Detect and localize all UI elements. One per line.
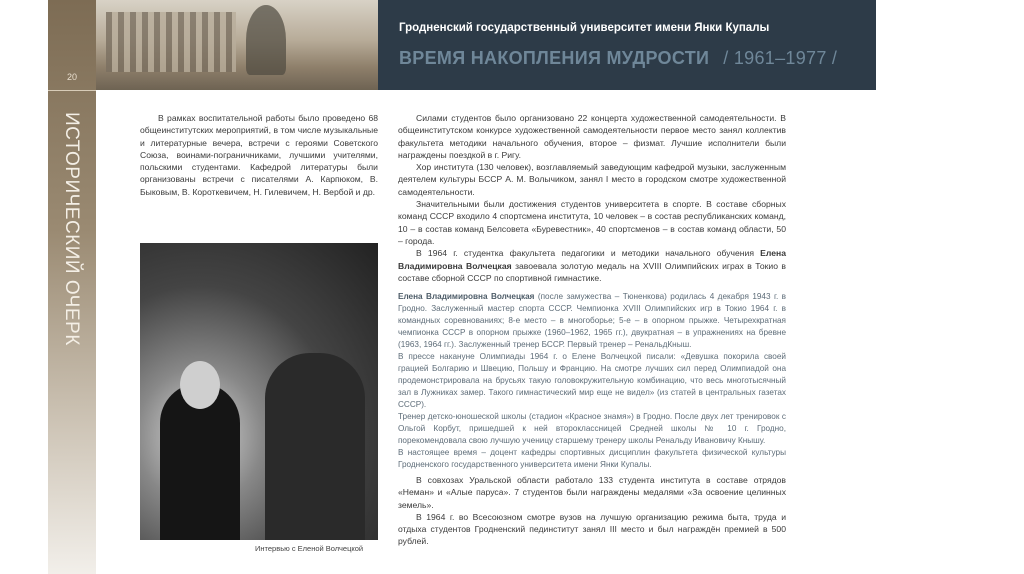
section-title: ИСТОРИЧЕСКИЙ ОЧЕРК [61,112,82,346]
person-shape [265,353,365,540]
university-name: Гродненский государственный университет имени Янки Купалы [399,22,770,34]
paragraph: В совхозах Уральской области работало 133 студента института в составе отрядов «Неман» и «Алые паруса». 7 студентов были награждены медалями «За освоение целинных земель». [398,475,786,510]
page-header [378,0,876,90]
tree-shape [246,5,286,75]
paragraph [398,291,786,351]
paragraph: Силами студентов было организовано 22 концерта художественной самодеятельности. В общеинститутском конкурсе художественной самодеятельности первое место занял коллектив факультета методики начального обучения, второе – физмат. Лучшие исполнители были награждены поездкой в г. Ригу. [398,113,786,160]
bio-name: Елена Владимировна Волчецкая [398,292,535,301]
text: В 1964 г. студентка факультета педагогики и методики начального обучения [416,248,761,259]
page-number: 20 [66,72,77,82]
biography-box [398,291,786,471]
paragraph: Хор института (130 человек), возглавляемый заведующим кафедрой музыки, заслуженным деятелем культуры БССР А. М. Волычиком, занял I место в городском смотре художественной самодеятельности. [398,162,786,197]
right-column [398,112,786,284]
chapter-name: ВРЕМЯ НАКОПЛЕНИЯ МУДРОСТИ [399,48,710,68]
bottom-text [398,474,786,548]
paragraph: Значительными были достижения студентов университета в спорте. В составе сборных команд СССР входило 4 спортсмена института, 10 человек – в состав республиканских команд, 10 – в состав команд Белсовета «Буревестник», 40 спортсменов – в состав команд области, 50 – города. [398,199,786,246]
divider [48,90,96,91]
section-sidebar [48,0,96,574]
text: (после замужества – Тюненкова) родилась 4 декабря 1943 г. в Гродно. Заслуженный мастер спорта СССР. Чемпионка XVIII Олимпийских игр в Токио 1964 г. в командных соревнованиях; 8-е место – в многоборье; 5-е – в опорном прыжке. Четырехкратная чемпионка СССР в опорном прыжке (1960–1962, 1965 гг.), двукратная – в упражнениях на бревне (1963, 1964 гг.). Заслуженный тренер БССР. Первый тренер – РенальдКныш. [398,292,786,349]
paragraph: В 1964 г. во Всесоюзном смотре вузов на лучшую организацию режима быта, труда и отдыха студентов Гродненский пединститут занял III место и был награждён премией в 500 рублей. [398,511,786,547]
face-shape [180,361,220,409]
paragraph: В рамках воспитательной работы было проведено 68 общеинститутских мероприятий, в том числе музыкальные и литературные вечера, встречи с героями Советского Союза, воинами-пограничниками, лучшими учителями, польскими студентами. Кафедрой литературы были организованы встречи с писателями А. Карпюком, В. Быковым, В. Короткевичем, Н. Гилевичем, Н. Вербой и др. [140,113,378,197]
left-column [140,112,378,198]
chapter-period: / 1961–1977 / [723,48,838,68]
paragraph: Тренер детско-юношеской школы (стадион «Красное знамя») в Гродно. После двух лет тренировок с Ольгой Корбут, пришедшей к ней второклассницей Средней школы № 10 г. Гродно, порекомендовала свою лучшую ученицу старшему тренеру школы Ренальду Ивановичу Кнышу. [398,412,786,445]
photo-caption: Интервью с Еленой Волчецкой [255,544,364,553]
paragraph [398,247,786,284]
text: завоевала золотую медаль на XVIII Олимпийских играх в Токио в составе сборной СССР по спортивной гимнастике. [398,260,786,283]
interview-photo [140,243,378,540]
chapter-title [399,48,837,69]
athlete-name: Елена Владимировна Волчецкая [398,248,786,271]
building-shape [106,12,236,72]
paragraph: В настоящее время – доцент кафедры спортивных дисциплин факультета физической культуры Гродненского государственного университета имени Янки Купалы. [398,448,786,469]
paragraph: В прессе накануне Олимпиады 1964 г. о Елене Волчецкой писали: «Девушка покорила своей грацией Болгарию и Швецию, Польшу и Францию. На смотре лучших сил перед Олимпиадой она продемонстрировала на брусьях такую головокружительную комбинацию, что весь многотысячный зал в Лужниках замер. Такого гимнастический мир еще не видел» (из статей в центральных газетах СССР). [398,352,786,409]
university-building-photo [96,0,378,90]
